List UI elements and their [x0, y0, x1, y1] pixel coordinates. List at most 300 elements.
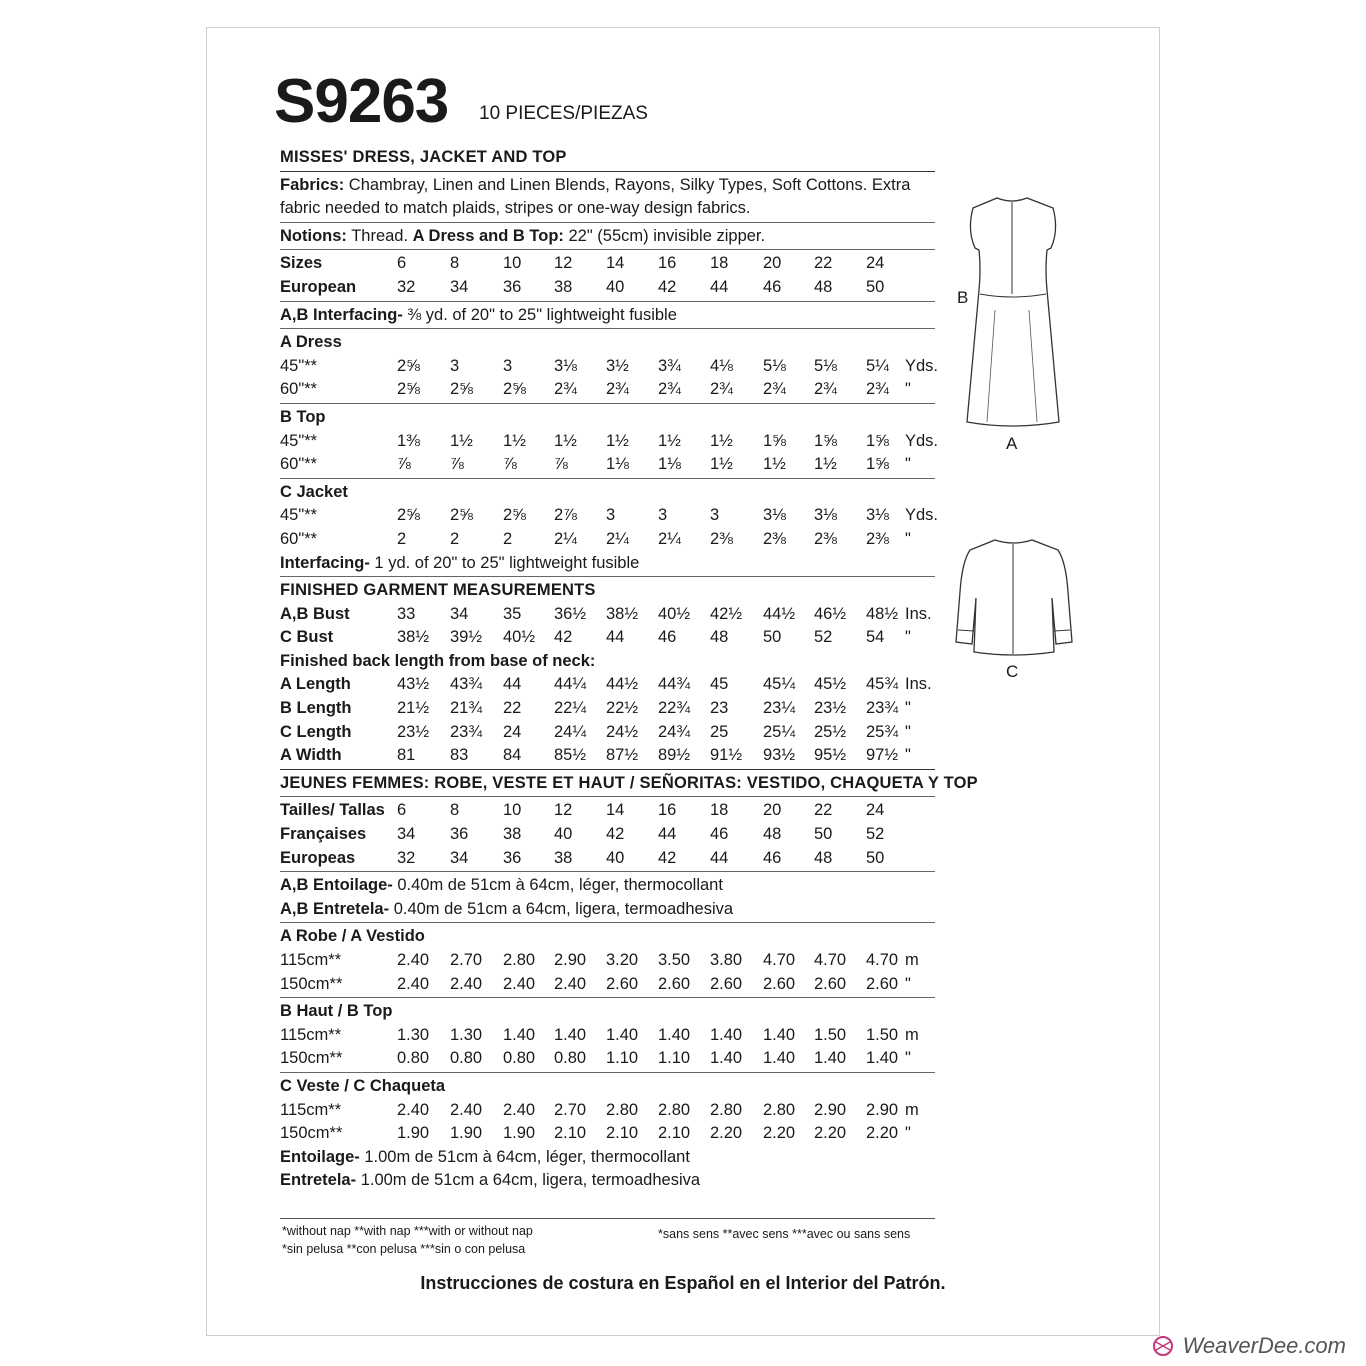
- length-row: [280, 673, 935, 697]
- divider: [280, 796, 935, 797]
- cell-value: 2¾: [606, 380, 629, 399]
- cell-value: 2.40: [503, 974, 536, 993]
- cell-value: 45: [710, 675, 729, 694]
- row-label: 45"**: [280, 431, 318, 450]
- size-value: 36: [450, 825, 469, 844]
- b_haut-row: [280, 1047, 935, 1071]
- cell-value: 81: [397, 746, 416, 765]
- size-value: 48: [814, 848, 833, 867]
- notions-text: Thread.: [346, 226, 413, 245]
- line-text: ⅜ yd. of 20" to 25" lightweight fusible: [402, 305, 677, 324]
- cell-value: 2⅜: [710, 529, 733, 548]
- cell-value: 1½: [814, 455, 837, 474]
- cell-value: 45¾: [866, 675, 899, 694]
- cell-value: 23¼: [763, 699, 796, 718]
- size-value: 8: [450, 801, 460, 820]
- footnote-es: *sin pelusa **con pelusa ***sin o con pelusa: [282, 1242, 526, 1256]
- cell-value: 2.90: [814, 1100, 847, 1119]
- cell-value: 48½: [866, 604, 899, 623]
- cell-value: 1.10: [606, 1049, 639, 1068]
- cell-value: 2⅝: [503, 506, 526, 525]
- unit-label: ": [905, 746, 911, 765]
- cell-value: 1.40: [866, 1049, 899, 1068]
- divider: [280, 301, 935, 302]
- size-value: 18: [710, 254, 729, 273]
- cell-value: 1.90: [450, 1124, 483, 1143]
- cell-value: 48: [710, 628, 729, 647]
- cell-value: 21¾: [450, 699, 483, 718]
- row-label: 60"**: [280, 455, 318, 474]
- cell-value: 2.80: [606, 1100, 639, 1119]
- size-value: 32: [397, 848, 416, 867]
- divider: [280, 328, 935, 329]
- cell-value: 1½: [503, 431, 526, 450]
- footnote-divider: [280, 1218, 935, 1219]
- c_jacket-row: [280, 504, 939, 528]
- b_top-heading: [280, 406, 935, 430]
- c-entoilage-line: [280, 1146, 935, 1170]
- finished-heading: [280, 579, 935, 603]
- c_jacket-row: [280, 528, 935, 552]
- cell-value: 2⅝: [503, 380, 526, 399]
- row-label: 60"**: [280, 529, 318, 548]
- cell-value: 0.80: [554, 1049, 587, 1068]
- cell-value: 2¾: [554, 380, 577, 399]
- row-label: 115cm**: [280, 1025, 342, 1044]
- cell-value: 2.60: [814, 974, 847, 993]
- cell-value: 23½: [814, 699, 847, 718]
- cell-value: 24¾: [658, 722, 691, 741]
- cell-value: 93½: [763, 746, 796, 765]
- b_top-row: [280, 430, 939, 454]
- cell-value: 21½: [397, 699, 430, 718]
- unit-label: m: [905, 1100, 919, 1119]
- cell-value: 91½: [710, 746, 743, 765]
- size-value: 10: [503, 801, 522, 820]
- cell-value: 83: [450, 746, 469, 765]
- cell-value: 39½: [450, 628, 483, 647]
- unit-label: ": [905, 1049, 911, 1068]
- cell-value: 2¾: [814, 380, 837, 399]
- cell-value: 2.70: [554, 1100, 587, 1119]
- row-label: A,B Bust: [280, 604, 350, 623]
- cell-value: 2¼: [658, 529, 681, 548]
- row-label: B Length: [280, 699, 352, 718]
- line-label: A,B Interfacing-: [280, 305, 403, 324]
- size-value: 14: [606, 254, 625, 273]
- b_haut-heading: [280, 1000, 935, 1024]
- size-value: 46: [710, 825, 729, 844]
- cell-value: 2.60: [658, 974, 691, 993]
- cell-value: 2.40: [450, 1100, 483, 1119]
- cell-value: 44: [503, 675, 522, 694]
- cell-value: 1.40: [503, 1025, 536, 1044]
- cell-value: 2⅝: [397, 506, 420, 525]
- c-interfacing-line: [280, 552, 935, 576]
- cell-value: 42½: [710, 604, 743, 623]
- size-value: 6: [397, 801, 407, 820]
- row-label: 150cm**: [280, 1049, 343, 1068]
- cell-value: 1.40: [814, 1049, 847, 1068]
- jacket-back-illustration: [950, 532, 1080, 662]
- cell-value: 3½: [606, 356, 629, 375]
- bust-row: [280, 626, 935, 650]
- cell-value: 2.70: [450, 951, 483, 969]
- cell-value: 3.50: [658, 951, 691, 969]
- row-label: 150cm**: [280, 1124, 343, 1143]
- cell-value: 2: [503, 529, 513, 548]
- cell-value: 1½: [606, 431, 629, 450]
- size-value: 22: [814, 801, 833, 820]
- notions-text: 22" (55cm) invisible zipper.: [563, 226, 766, 245]
- divider: [280, 403, 935, 404]
- yardage-chart: [280, 146, 978, 1193]
- fabrics-text: fabric needed to match plaids, stripes or one-way design fabrics.: [280, 199, 751, 218]
- cell-value: 3.20: [606, 951, 639, 969]
- size-value: 38: [503, 825, 522, 844]
- c-entretela-line: [280, 1169, 935, 1193]
- cell-value: 3⅛: [763, 506, 786, 525]
- cell-value: 3⅛: [866, 506, 889, 525]
- size-value: 6: [397, 254, 407, 273]
- cell-value: 40½: [658, 604, 691, 623]
- b_top-row: [280, 453, 935, 477]
- cell-value: 1.40: [710, 1025, 743, 1044]
- a_robe-row: [280, 973, 935, 997]
- cell-value: 3: [503, 356, 513, 375]
- fabrics-label: Fabrics:: [280, 175, 345, 194]
- size-value: 14: [606, 801, 625, 820]
- cell-value: 2.10: [658, 1124, 691, 1143]
- size-value: 20: [763, 801, 782, 820]
- size-value: 36: [503, 848, 522, 867]
- cell-value: 2¼: [606, 529, 629, 548]
- section-label: B Haut / B Top: [280, 1002, 393, 1021]
- cell-value: 40½: [503, 628, 536, 647]
- cell-value: 2.20: [763, 1124, 796, 1143]
- cell-value: 22¼: [554, 699, 587, 718]
- cell-value: 2⅜: [866, 529, 889, 548]
- a_dress-row: [280, 378, 935, 402]
- sizes-label: Sizes: [280, 254, 323, 273]
- row-label: 115cm**: [280, 1100, 342, 1119]
- cell-value: 1.40: [606, 1025, 639, 1044]
- size-value: 22: [814, 254, 833, 273]
- cell-value: 2.60: [866, 974, 899, 993]
- size-value: 24: [866, 254, 885, 273]
- cell-value: 2⅝: [450, 506, 473, 525]
- cell-value: 85½: [554, 746, 587, 765]
- divider: [280, 576, 935, 577]
- cell-value: 23¾: [450, 722, 483, 741]
- cell-value: 54: [866, 628, 885, 647]
- cell-value: 2⅜: [763, 529, 786, 548]
- size-value: 50: [866, 848, 885, 867]
- cell-value: 2.40: [503, 1100, 536, 1119]
- cell-value: 3: [606, 506, 616, 525]
- cell-value: 2: [450, 529, 460, 548]
- length-row: [280, 744, 935, 768]
- cell-value: 2.40: [450, 974, 483, 993]
- europeas-row: [280, 847, 935, 871]
- unit-label: m: [905, 1025, 919, 1044]
- cell-value: 2⅝: [450, 380, 473, 399]
- spanish-instructions-note: Instrucciones de costura en Español en el Interior del Patrón.: [420, 1273, 946, 1293]
- cell-value: 23: [710, 699, 729, 718]
- unit-label: ": [905, 380, 911, 399]
- cell-value: 1⅛: [606, 455, 629, 474]
- unit-label: Ins.: [905, 604, 932, 623]
- unit-label: ": [905, 722, 911, 741]
- notions-line: [280, 225, 935, 249]
- cell-value: 2.60: [606, 974, 639, 993]
- footnote-en: *without nap **with nap ***with or without nap: [282, 1224, 533, 1238]
- row-label: 45"**: [280, 356, 318, 375]
- size-value: 40: [606, 277, 625, 296]
- size-value: 20: [763, 254, 782, 273]
- a_robe-heading: [280, 925, 935, 949]
- cell-value: 1½: [710, 455, 733, 474]
- row-label: C Bust: [280, 628, 334, 647]
- row-label: A Length: [280, 675, 351, 694]
- cell-value: 2.20: [814, 1124, 847, 1143]
- title-text: MISSES' DRESS, JACKET AND TOP: [280, 148, 567, 166]
- cell-value: 23½: [397, 722, 430, 741]
- francaises-row: [280, 823, 935, 847]
- unit-label: ": [905, 974, 911, 993]
- cell-value: 4.70: [866, 951, 899, 969]
- size-value: 12: [554, 254, 573, 273]
- line-text: 1 yd. of 20" to 25" lightweight fusible: [369, 553, 640, 572]
- cell-value: 2¾: [710, 380, 733, 399]
- row-label: 60"**: [280, 380, 318, 399]
- cell-value: 4.70: [814, 951, 847, 969]
- cell-value: 38½: [606, 604, 639, 623]
- c_veste-row: [280, 1122, 935, 1146]
- garment-title: [280, 146, 935, 170]
- cell-value: 0.80: [450, 1049, 483, 1068]
- cell-value: 5⅛: [814, 356, 837, 375]
- size-value: 50: [814, 825, 833, 844]
- cell-value: 42: [554, 628, 573, 647]
- cell-value: 1½: [710, 431, 733, 450]
- fabrics-line-2: [280, 197, 935, 221]
- cell-value: 52: [814, 628, 833, 647]
- cell-value: 1.90: [503, 1124, 536, 1143]
- cell-value: 44¾: [658, 675, 691, 694]
- divider: [280, 222, 935, 223]
- a_dress-row: [280, 355, 939, 379]
- notions-label: Notions:: [280, 226, 347, 245]
- size-value: 38: [554, 848, 573, 867]
- spool-logo-icon: [1149, 1332, 1177, 1360]
- cell-value: ⅞: [554, 455, 568, 474]
- back-length-label: Finished back length from base of neck:: [280, 651, 596, 670]
- cell-value: 4⅛: [710, 356, 733, 375]
- cell-value: 1.30: [450, 1025, 483, 1044]
- cell-value: 45¼: [763, 675, 796, 694]
- view-a-label: A: [1006, 434, 1018, 453]
- cell-value: ⅞: [450, 455, 464, 474]
- cell-value: 24½: [606, 722, 639, 741]
- cell-value: 45½: [814, 675, 847, 694]
- divider: [280, 997, 935, 998]
- cell-value: 3.80: [710, 951, 743, 969]
- section-label: A Robe / A Vestido: [280, 927, 425, 946]
- line-label: A,B Entretela-: [280, 899, 390, 918]
- cell-value: 24: [503, 722, 522, 741]
- cell-value: 1½: [554, 431, 577, 450]
- size-value: 46: [763, 848, 782, 867]
- cell-value: 1.40: [763, 1049, 796, 1068]
- cell-value: 2.90: [866, 1100, 899, 1119]
- cell-value: 2.10: [606, 1124, 639, 1143]
- cell-value: 35: [503, 604, 522, 623]
- cell-value: 1.40: [658, 1025, 691, 1044]
- cell-value: 1½: [658, 431, 681, 450]
- european-sizes-row: [280, 276, 935, 300]
- size-value: 50: [866, 277, 885, 296]
- cell-value: 22: [503, 699, 522, 718]
- size-value: 16: [658, 254, 677, 273]
- cell-value: 2.40: [554, 974, 587, 993]
- cell-value: 1.10: [658, 1049, 691, 1068]
- c_jacket-heading: [280, 481, 935, 505]
- row-label: 45"**: [280, 506, 318, 525]
- cell-value: 25¾: [866, 722, 899, 741]
- size-value: 12: [554, 801, 573, 820]
- cell-value: 44: [606, 628, 625, 647]
- cell-value: 2.40: [397, 974, 430, 993]
- cell-value: 2.80: [658, 1100, 691, 1119]
- size-value: 52: [866, 825, 885, 844]
- cell-value: 2: [397, 529, 407, 548]
- cell-value: 3⅛: [554, 356, 577, 375]
- cell-value: 46½: [814, 604, 847, 623]
- cell-value: 34: [450, 604, 469, 623]
- size-value: 48: [763, 825, 782, 844]
- cell-value: 89½: [658, 746, 691, 765]
- a_dress-heading: [280, 331, 935, 355]
- size-value: 46: [763, 277, 782, 296]
- piece-count: 10 PIECES/PIEZAS: [479, 103, 648, 124]
- line-text: 1.00m de 51cm à 64cm, léger, thermocollant: [359, 1147, 690, 1166]
- europeas-label: Europeas: [280, 848, 356, 867]
- row-label: C Length: [280, 722, 352, 741]
- row-label: A Width: [280, 746, 342, 765]
- cell-value: 2.10: [554, 1124, 587, 1143]
- cell-value: 3: [658, 506, 668, 525]
- cell-value: 95½: [814, 746, 847, 765]
- cell-value: 46: [658, 628, 677, 647]
- cell-value: 24¼: [554, 722, 587, 741]
- view-b-label: B: [957, 288, 969, 307]
- cell-value: 1.30: [397, 1025, 430, 1044]
- row-label: 115cm**: [280, 951, 342, 969]
- size-value: 16: [658, 801, 677, 820]
- length-row: [280, 721, 935, 745]
- line-label: Interfacing-: [280, 553, 370, 572]
- cell-value: 2¾: [866, 380, 889, 399]
- size-value: 32: [397, 277, 416, 296]
- unit-label: ": [905, 529, 911, 548]
- cell-value: 3: [710, 506, 720, 525]
- cell-value: 44½: [763, 604, 796, 623]
- unit-label: Yds.: [905, 431, 939, 450]
- cell-value: 3¾: [658, 356, 681, 375]
- divider: [280, 478, 935, 479]
- footnote-fr: *sans sens **avec sens ***avec ou sans sens: [658, 1227, 911, 1241]
- notions-bold: A Dress and B Top:: [412, 226, 564, 245]
- section-label: B Top: [280, 407, 326, 426]
- cell-value: 43¾: [450, 675, 483, 694]
- divider: [280, 249, 935, 250]
- cell-value: 44¼: [554, 675, 587, 694]
- ab-entoilage-line: [280, 874, 935, 898]
- cell-value: ⅞: [397, 455, 411, 474]
- unit-label: ": [905, 628, 911, 647]
- cell-value: 3: [450, 356, 460, 375]
- cell-value: 1⅝: [866, 431, 889, 450]
- cell-value: 2¼: [554, 529, 577, 548]
- unit-label: Ins.: [905, 675, 932, 694]
- watermark-text: WeaverDee.com: [1182, 1333, 1346, 1358]
- line-label: A,B Entoilage-: [280, 876, 393, 895]
- size-value: 36: [503, 277, 522, 296]
- cell-value: 2⅝: [397, 356, 420, 375]
- size-value: 42: [658, 277, 677, 296]
- francaises-label: Françaises: [280, 825, 367, 844]
- section-label: C Jacket: [280, 482, 348, 501]
- cell-value: 1⅝: [866, 455, 889, 474]
- size-value: 40: [606, 848, 625, 867]
- cell-value: 2.20: [710, 1124, 743, 1143]
- tailles-label: Tailles/ Tallas: [280, 801, 385, 820]
- cell-value: 97½: [866, 746, 899, 765]
- unit-label: ": [905, 455, 911, 474]
- cell-value: 1.90: [397, 1124, 430, 1143]
- cell-value: 38½: [397, 628, 430, 647]
- cell-value: 1.40: [763, 1025, 796, 1044]
- back-length-heading: [280, 650, 935, 674]
- size-value: 44: [658, 825, 677, 844]
- cell-value: 1.40: [554, 1025, 587, 1044]
- divider: [280, 922, 935, 923]
- cell-value: 2.40: [397, 1100, 430, 1119]
- watermark: [1149, 1332, 1346, 1360]
- cell-value: 1⅛: [658, 455, 681, 474]
- cell-value: 2.20: [866, 1124, 899, 1143]
- size-value: 44: [710, 848, 729, 867]
- cell-value: 84: [503, 746, 522, 765]
- line-label: Entretela-: [280, 1171, 357, 1190]
- tailles-row: [280, 799, 935, 823]
- row-label: 150cm**: [280, 974, 343, 993]
- cell-value: 25½: [814, 722, 847, 741]
- c_veste-heading: [280, 1075, 935, 1099]
- fabrics-text: Chambray, Linen and Linen Blends, Rayons, Silky Types, Soft Cottons. Extra: [344, 175, 911, 194]
- cell-value: ⅞: [503, 455, 517, 474]
- cell-value: 43½: [397, 675, 430, 694]
- cell-value: 2⅜: [814, 529, 837, 548]
- c_veste-row: [280, 1099, 935, 1123]
- unit-label: ": [905, 699, 911, 718]
- cell-value: 0.80: [503, 1049, 536, 1068]
- line-label: Entoilage-: [280, 1147, 360, 1166]
- unit-label: ": [905, 1124, 911, 1143]
- cell-value: 50: [763, 628, 782, 647]
- size-value: 48: [814, 277, 833, 296]
